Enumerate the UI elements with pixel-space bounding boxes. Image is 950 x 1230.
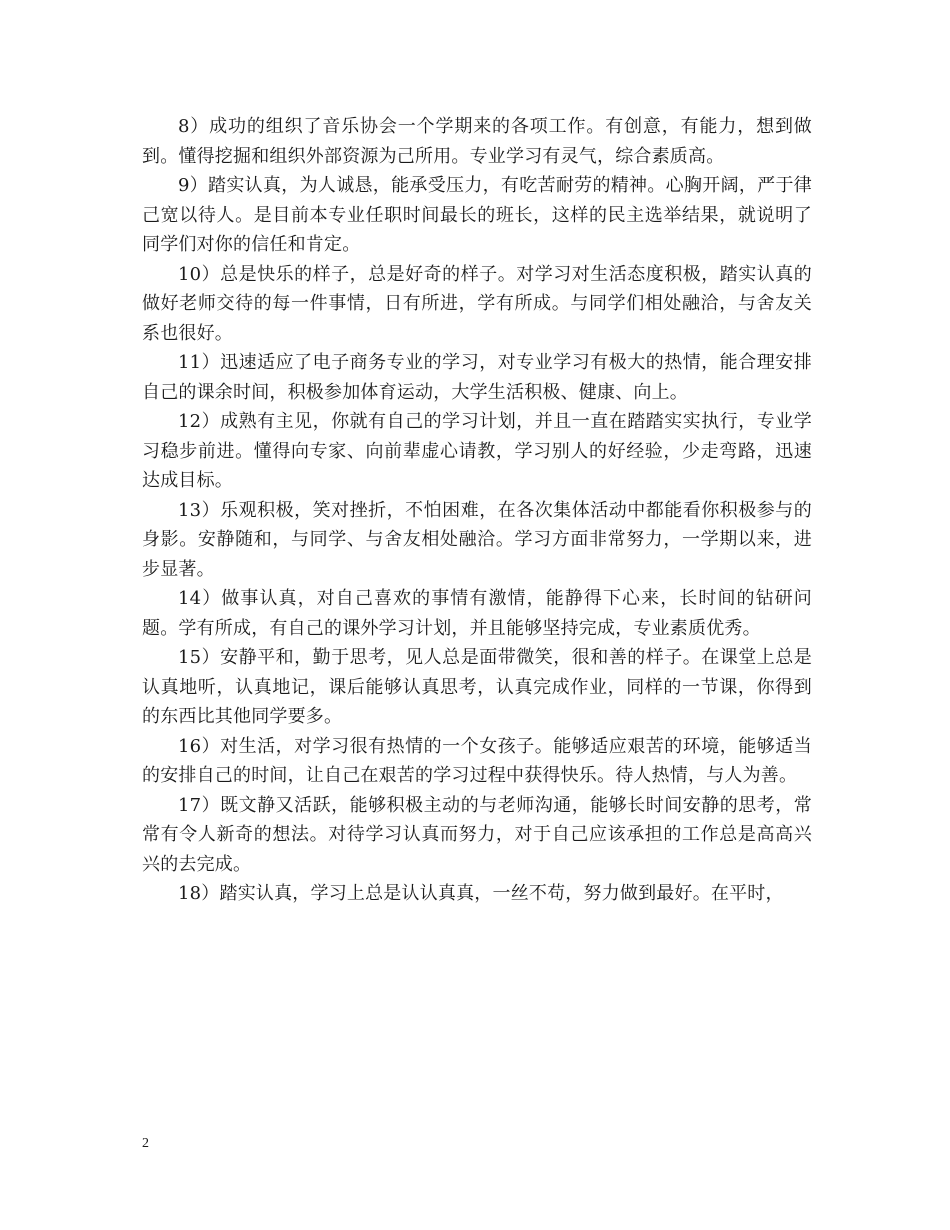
- paragraph-13: 13）乐观积极，笑对挫折，不怕困难，在各次集体活动中都能看你积极参与的身影。安静随和，与同学、与舍友相处融洽。学习方面非常努力，一学期以来，进步显著。: [142, 499, 812, 580]
- paragraph-16: 16）对生活，对学习很有热情的一个女孩子。能够适应艰苦的环境，能够适当的安排自己的时间，让自己在艰苦的学习过程中获得快乐。待人热情，与人为善。: [142, 735, 812, 786]
- document-body: [142, 112, 812, 909]
- paragraph-9: 9）踏实认真，为人诚恳，能承受压力，有吃苦耐劳的精神。心胸开阔，严于律己宽以待人。是目前本专业任职时间最长的班长，这样的民主选举结果，就说明了同学们对你的信任和肯定。: [142, 175, 812, 255]
- paragraph-15: 15）安静平和，勤于思考，见人总是面带微笑，很和善的样子。在课堂上总是认真地听，认真地记，课后能够认真思考，认真完成作业，同样的一节课，你得到的东西比其他同学要多。: [142, 647, 812, 727]
- paragraph-8: 8）成功的组织了音乐协会一个学期来的各项工作。有创意，有能力，想到做到。懂得挖掘和组织外部资源为己所用。专业学习有灵气，综合素质高。: [142, 116, 812, 167]
- paragraph-18: 18）踏实认真，学习上总是认认真真，一丝不苟，努力做到最好。在平时，: [178, 883, 784, 904]
- paragraph-14: 14）做事认真，对自己喜欢的事情有激情，能静得下心来，长时间的钻研问题。学有所成，有自己的课外学习计划，并且能够坚持完成，专业素质优秀。: [142, 588, 812, 639]
- paragraph-10: 10）总是快乐的样子，总是好奇的样子。对学习对生活态度积极，踏实认真的做好老师交待的每一件事情，日有所进，学有所成。与同学们相处融洽，与舍友关系也很好。: [142, 263, 812, 344]
- paragraph-17: 17）既文静又活跃，能够积极主动的与老师沟通，能够长时间安静的思考，常常有令人新奇的想法。对待学习认真而努力，对于自己应该承担的工作总是高高兴兴的去完成。: [142, 794, 812, 875]
- paragraph-11: 11）迅速适应了电子商务专业的学习，对专业学习有极大的热情，能合理安排自己的课余时间，积极参加体育运动，大学生活积极、健康、向上。: [142, 352, 812, 403]
- paragraph-12: 12）成熟有主见，你就有自己的学习计划，并且一直在踏踏实实执行，专业学习稳步前进。懂得向专家、向前辈虚心请教，学习别人的好经验，少走弯路，迅速达成目标。: [142, 411, 812, 491]
- page-number: 2: [142, 1136, 149, 1151]
